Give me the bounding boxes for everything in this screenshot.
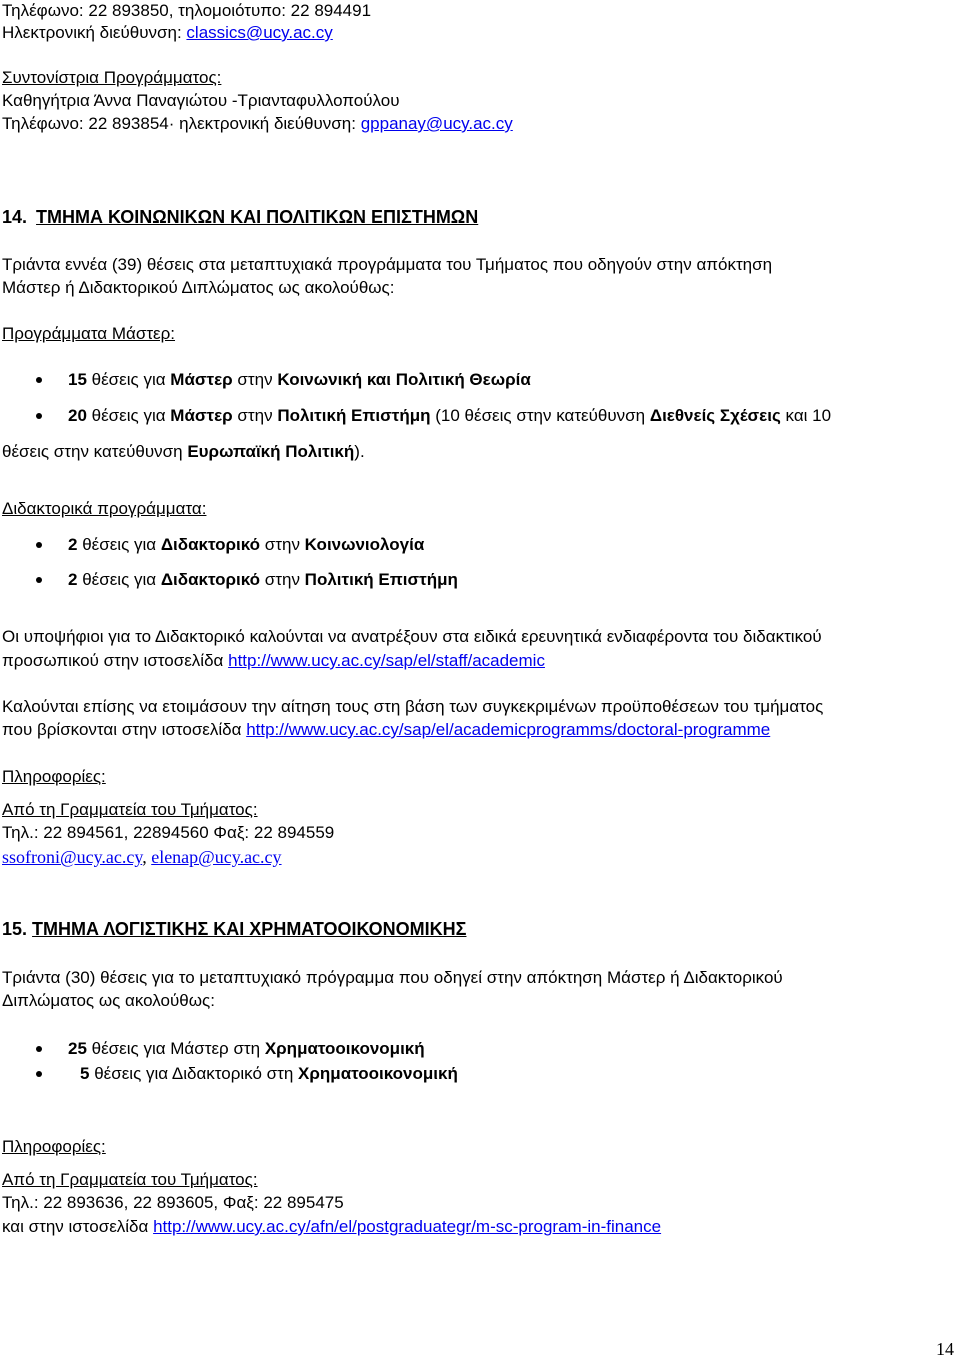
section-15-intro-2: Διπλώματος ως ακολούθως: bbox=[2, 991, 215, 1010]
section-15-secretariat-heading: Από τη Γραμματεία του Τμήματος: bbox=[2, 1170, 258, 1189]
text: θέσεις για bbox=[86, 406, 171, 425]
bullet-icon bbox=[36, 577, 42, 583]
classics-email-link[interactable]: classics@ucy.ac.cy bbox=[186, 23, 333, 42]
track: Διεθνείς Σχέσεις bbox=[649, 406, 781, 425]
text: που βρίσκονται στην ιστοσελίδα bbox=[2, 720, 247, 739]
section-14-heading bbox=[2, 206, 478, 228]
bullet-icon bbox=[36, 377, 42, 383]
note-1-line-2 bbox=[2, 650, 545, 672]
doctoral-programme-link[interactable]: http://www.ucy.ac.cy/sap/el/academicprogramms/doctoral-programme bbox=[246, 720, 771, 739]
text: στην bbox=[232, 406, 278, 425]
track: Ευρωπαϊκή Πολιτική bbox=[187, 442, 355, 461]
coordinator-heading: Συντονίστρια Προγράμματος: bbox=[2, 68, 222, 87]
phd-item-1 bbox=[68, 534, 424, 556]
phd-heading: Διδακτορικά προγράμματα: bbox=[2, 499, 207, 518]
program: Πολιτική Επιστήμη bbox=[304, 570, 458, 589]
text: θέσεις για bbox=[86, 370, 171, 389]
degree: Διδακτορικό bbox=[160, 535, 261, 554]
section-14-number: 14. bbox=[2, 207, 28, 227]
page-number: 14 bbox=[936, 1339, 954, 1359]
section-15-intro-1: Τριάντα (30) θέσεις για το μεταπτυχιακό πρόγραμμα που οδηγεί στην απόκτηση Μάστερ ή Διδακτορικού bbox=[2, 968, 783, 987]
section-14-phone: Τηλ.: 22 894561, 22894560 Φαξ: 22 894559 bbox=[2, 823, 335, 842]
program: Κοινωνική και Πολιτική Θεωρία bbox=[277, 370, 531, 389]
section-14-secretariat-heading: Από τη Γραμματεία του Τμήματος: bbox=[2, 800, 258, 819]
phone-line: Τηλέφωνο: 22 893850, τηλομοιότυπο: 22 894491 bbox=[2, 1, 372, 20]
section-14-intro-2: Μάστερ ή Διδακτορικού Διπλώματος ως ακολούθως: bbox=[2, 278, 395, 297]
bullet-icon bbox=[36, 413, 42, 419]
text: και 10 bbox=[780, 406, 832, 425]
text: θέσεις για Μάστερ στη bbox=[86, 1039, 265, 1058]
separator: , bbox=[142, 847, 152, 867]
note-2-line-2 bbox=[2, 719, 770, 741]
coordinator-name: Καθηγήτρια Άννα Παναγιώτου -Τριανταφυλλοπούλου bbox=[2, 91, 400, 110]
section-14-intro-1: Τριάντα εννέα (39) θέσεις στα μεταπτυχιακά προγράμματα του Τμήματος που οδηγούν στην απόκτηση bbox=[2, 255, 773, 274]
section-15-title: ΤΜΗΜΑ ΛΟΓΙΣΤΙΚΗΣ ΚΑΙ ΧΡΗΜΑΤΟΟΙΚΟΝΟΜΙΚΗΣ bbox=[32, 919, 467, 939]
email-label: Ηλεκτρονική διεύθυνση: bbox=[2, 23, 187, 42]
finance-program-link[interactable]: http://www.ucy.ac.cy/afn/el/postgraduategr/m-sc-program-in-finance bbox=[153, 1217, 662, 1236]
program: Χρηματοοικονομική bbox=[264, 1039, 425, 1058]
section-14-title: ΤΜΗΜΑ ΚΟΙΝΩΝΙΚΩΝ ΚΑΙ ΠΟΛΙΤΙΚΩΝ ΕΠΙΣΤΗΜΩΝ bbox=[36, 207, 479, 227]
text: στην bbox=[232, 370, 278, 389]
section-14-info-heading: Πληροφορίες: bbox=[2, 767, 106, 786]
text: και στην ιστοσελίδα bbox=[2, 1217, 154, 1236]
coordinator-email-link[interactable]: gppanay@ucy.ac.cy bbox=[360, 114, 513, 133]
degree: Μάστερ bbox=[170, 370, 233, 389]
section-14-emails bbox=[2, 846, 282, 868]
text: θέσεις στην κατεύθυνση bbox=[2, 442, 188, 461]
coordinator-contact bbox=[2, 113, 513, 135]
count: 25 bbox=[68, 1039, 87, 1058]
masters-heading: Προγράμματα Μάστερ: bbox=[2, 324, 176, 343]
section-15-item-1 bbox=[68, 1038, 425, 1060]
count: 2 bbox=[68, 535, 78, 554]
text: θέσεις για bbox=[77, 535, 161, 554]
program: Κοινωνιολογία bbox=[304, 535, 425, 554]
section-15-phone: Τηλ.: 22 893636, 22 893605, Φαξ: 22 895475 bbox=[2, 1193, 344, 1212]
masters-item-1 bbox=[68, 369, 531, 391]
masters-item-2 bbox=[68, 405, 831, 427]
email-line bbox=[2, 22, 333, 44]
text: προσωπικού στην ιστοσελίδα bbox=[2, 651, 229, 670]
coordinator-contact-text: Τηλέφωνο: 22 893854· ηλεκτρονική διεύθυνση: bbox=[2, 114, 361, 133]
section-15-number: 15. bbox=[2, 919, 28, 939]
staff-academic-link[interactable]: http://www.ucy.ac.cy/sap/el/staff/academic bbox=[228, 651, 545, 670]
text: (10 θέσεις στην κατεύθυνση bbox=[430, 406, 650, 425]
masters-item-2-continued bbox=[2, 441, 365, 463]
program: Χρηματοοικονομική bbox=[298, 1064, 458, 1083]
program: Πολιτική Επιστήμη bbox=[277, 406, 431, 425]
text: στην bbox=[260, 570, 305, 589]
count: 20 bbox=[68, 406, 87, 425]
note-2-line-1: Καλούνται επίσης να ετοιμάσουν την αίτηση τους στη βάση των συγκεκριμένων προϋποθέσεων του τμήματος bbox=[2, 697, 824, 716]
bullet-icon bbox=[36, 1046, 42, 1052]
count: 5 bbox=[80, 1064, 90, 1083]
text: ). bbox=[354, 442, 365, 461]
ssofroni-email-link[interactable]: ssofroni@ucy.ac.cy bbox=[2, 847, 143, 867]
section-15-item-2 bbox=[80, 1063, 458, 1085]
text: θέσεις για Διδακτορικό στη bbox=[89, 1064, 299, 1083]
section-15-website bbox=[2, 1216, 661, 1238]
phd-item-2 bbox=[68, 569, 458, 591]
section-15-info-heading: Πληροφορίες: bbox=[2, 1137, 106, 1156]
degree: Μάστερ bbox=[170, 406, 233, 425]
note-1-line-1: Οι υποψήφιοι για το Διδακτορικό καλούνται να ανατρέξουν στα ειδικά ερευνητικά ενδιαφέροντα του διδακτικού bbox=[2, 627, 822, 646]
degree: Διδακτορικό bbox=[160, 570, 261, 589]
bullet-icon bbox=[36, 1071, 42, 1077]
text: θέσεις για bbox=[77, 570, 161, 589]
bullet-icon bbox=[36, 542, 42, 548]
text: στην bbox=[260, 535, 305, 554]
elenap-email-link[interactable]: elenap@ucy.ac.cy bbox=[151, 847, 282, 867]
count: 15 bbox=[68, 370, 87, 389]
count: 2 bbox=[68, 570, 78, 589]
section-15-heading bbox=[2, 918, 466, 940]
